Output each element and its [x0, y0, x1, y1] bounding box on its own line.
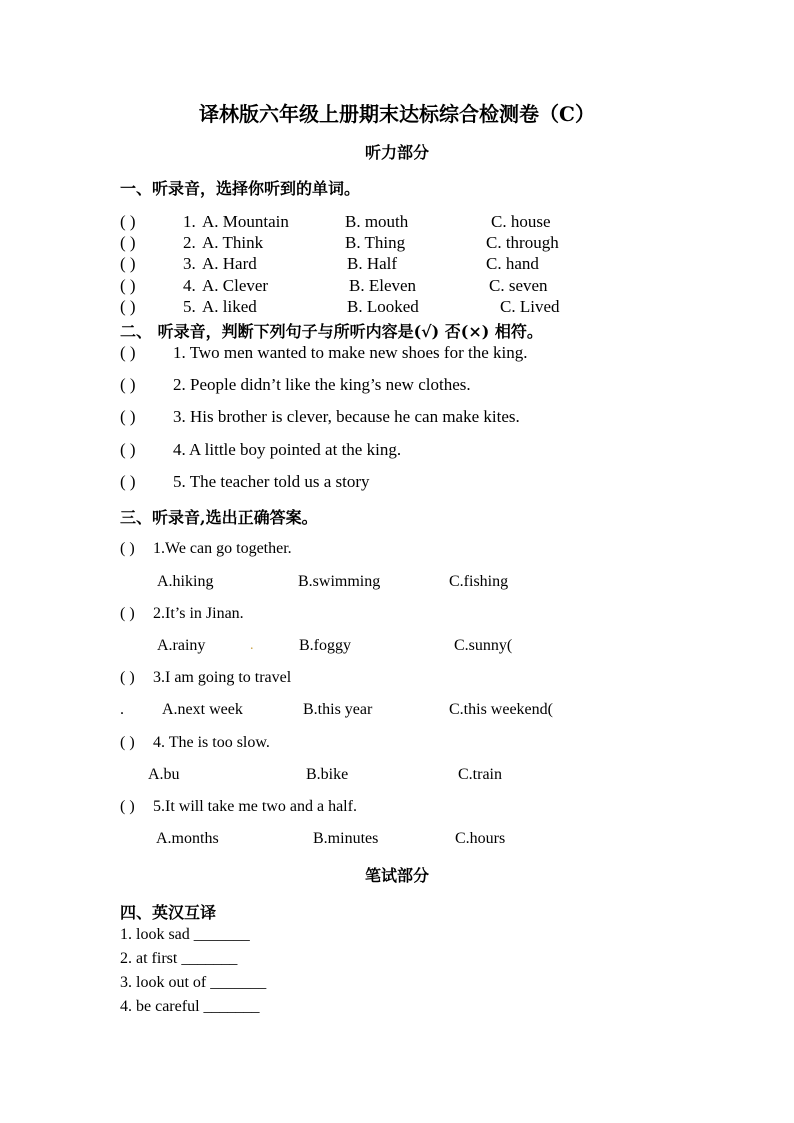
statement-text: 5. The teacher told us a story: [173, 472, 370, 491]
option-a: A.next week: [162, 701, 243, 718]
option-c: C. Lived: [500, 297, 560, 316]
answer-bracket[interactable]: ( ): [120, 212, 136, 231]
statement-text: 2. People didn’t like the king’s new clothes.: [173, 375, 471, 394]
line-prefix: .: [120, 701, 124, 718]
translation-item[interactable]: 3. look out of _______: [120, 974, 267, 991]
written-section-title: 笔试部分: [364, 866, 429, 885]
answer-bracket[interactable]: ( ): [120, 734, 135, 751]
option-b: B. mouth: [345, 212, 409, 231]
option-a: A.hiking: [157, 573, 214, 590]
option-b: B.foggy: [299, 637, 351, 654]
answer-bracket[interactable]: ( ): [120, 798, 135, 815]
translation-item[interactable]: 2. at first _______: [120, 950, 238, 967]
judge-bracket[interactable]: ( ): [120, 375, 136, 394]
judge-bracket[interactable]: ( ): [120, 407, 136, 426]
stray-dot: .: [250, 638, 254, 653]
option-c: C.sunny(: [454, 637, 513, 654]
answer-bracket[interactable]: ( ): [120, 669, 135, 686]
option-c: C.fishing: [449, 573, 509, 590]
judge-bracket[interactable]: ( ): [120, 343, 136, 362]
question-number: 5.: [183, 297, 196, 316]
option-a: A. Hard: [202, 254, 257, 273]
question-text: 5.It will take me two and a half.: [153, 798, 357, 815]
question-text: 2.It’s in Jinan.: [153, 605, 244, 622]
option-b: B. Looked: [347, 297, 419, 316]
section4-heading: 四、英汉互译: [120, 903, 217, 922]
answer-bracket[interactable]: ( ): [120, 233, 136, 252]
question-number: 3.: [183, 254, 196, 273]
option-a: A.bu: [148, 766, 180, 783]
answer-bracket[interactable]: ( ): [120, 540, 135, 557]
option-a: A. Mountain: [202, 212, 289, 231]
question-number: 2.: [183, 233, 196, 252]
answer-bracket[interactable]: ( ): [120, 254, 136, 273]
option-b: B. Half: [347, 254, 398, 273]
page-title: 译林版六年级上册期末达标综合检测卷（C）: [199, 102, 595, 126]
option-b: B.swimming: [298, 573, 381, 590]
option-a: A. Think: [202, 233, 264, 252]
question-text: 4. The is too slow.: [153, 734, 270, 751]
option-c: C. seven: [489, 276, 548, 295]
section1-heading: 一、听录音，选择你听到的单词。: [120, 179, 361, 198]
option-a: A.rainy: [157, 637, 206, 654]
statement-text: 4. A little boy pointed at the king.: [173, 440, 402, 459]
option-a: A. Clever: [202, 276, 269, 295]
judge-bracket[interactable]: ( ): [120, 472, 136, 491]
option-b: B. Eleven: [349, 276, 417, 295]
listening-section-title: 听力部分: [364, 143, 429, 162]
option-c: C.this weekend(: [449, 701, 553, 718]
option-b: B. Thing: [345, 233, 406, 252]
question-number: 1.: [183, 212, 196, 231]
translation-item[interactable]: 1. look sad _______: [120, 926, 250, 943]
section3-heading: 三、听录音,选出正确答案。: [120, 508, 318, 527]
question-number: 4.: [183, 276, 196, 295]
option-a: A.months: [156, 830, 219, 847]
answer-bracket[interactable]: ( ): [120, 276, 136, 295]
statement-text: 3. His brother is clever, because he can make kites.: [173, 407, 520, 426]
option-c: C.train: [458, 766, 502, 783]
question-text: 3.I am going to travel: [153, 669, 292, 686]
option-b: B.this year: [303, 701, 373, 718]
section2-heading: 二、 听录音，判断下列句子与所听内容是(√) 否(×) 相符。: [120, 322, 543, 341]
translation-item[interactable]: 4. be careful _______: [120, 998, 260, 1015]
option-a: A. liked: [202, 297, 257, 316]
option-c: C. house: [491, 212, 551, 231]
option-c: C. hand: [486, 254, 539, 273]
statement-text: 1. Two men wanted to make new shoes for the king.: [173, 343, 528, 362]
option-c: C. through: [486, 233, 559, 252]
question-text: 1.We can go together.: [153, 540, 292, 557]
option-b: B.bike: [306, 766, 349, 783]
answer-bracket[interactable]: ( ): [120, 605, 135, 622]
judge-bracket[interactable]: ( ): [120, 440, 136, 459]
answer-bracket[interactable]: ( ): [120, 297, 136, 316]
option-b: B.minutes: [313, 830, 379, 847]
option-c: C.hours: [455, 830, 506, 847]
